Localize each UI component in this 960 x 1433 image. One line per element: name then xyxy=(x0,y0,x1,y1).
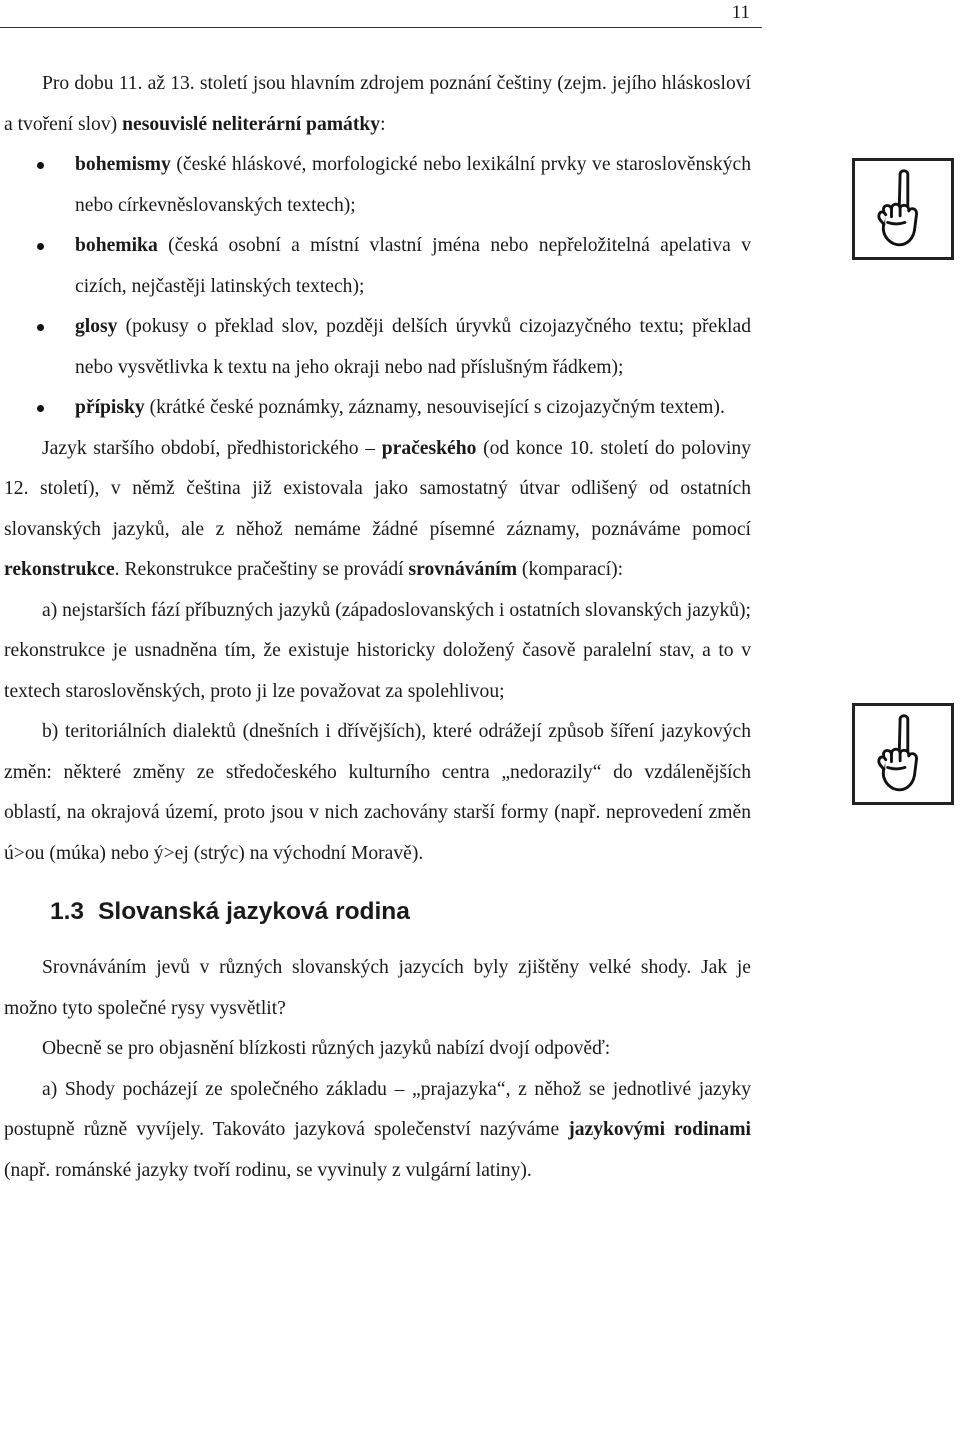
list-item: bohemismy (české hláskové, morfologické nebo lexikální prvky ve staroslověnských nebo církevněslovanských textech); xyxy=(4,145,751,226)
page-number: 11 xyxy=(731,2,750,23)
section-point-a: a) Shody pocházejí ze společného základu – „prajazyka“, z něhož se jednotlivé jazyky postupně různě vyvíjely. Takováto jazyková společenství nazýváme jazykovými rodinami (např. románské jazyky tvoří rodinu, se vyvinuly z vulgární latiny). xyxy=(4,1078,751,1181)
point-a-paragraph: a) nejstarších fází příbuzných jazyků (západoslovanských i ostatních slovanských jazyků); rekonstrukce je usnadněna tím, že existuje historicky doložený časově paralelní stav, a to v textech staroslověnských, proto ji lze považovat za spolehlivou; xyxy=(4,599,751,702)
section-paragraph-1: Srovnáváním jevů v různých slovanských jazycích byly zjištěny velké shody. Jak je možno tyto společné rysy vysvětlit? xyxy=(4,957,751,1019)
point-b-paragraph: b) teritoriálních dialektů (dnešních i dřívějších), které odrážejí způsob šíření jazykových změn: některé změny ze středočeského kulturního centra „nedorazily“ do vzdálenějších oblastí, na okrajová území, proto jsou v nich zachovány starší formy (např. neprovedení změn ú>ou (múka) nebo ý>ej (strýc) na východní Moravě). xyxy=(4,721,751,864)
list-item: přípisky (krátké české poznámky, záznamy, nesouvisející s cizojazyčným textem). xyxy=(4,388,751,429)
pointing-hand-icon-2 xyxy=(852,703,954,805)
sources-list xyxy=(4,145,751,429)
list-item: glosy (pokusy o překlad slov, později delších úryvků cizojazyčného textu; překlad nebo vysvětlivka k textu na jeho okraji nebo nad příslušným řádkem); xyxy=(4,307,751,388)
pointing-hand-icon xyxy=(852,158,954,260)
header-rule xyxy=(0,27,762,28)
document-body xyxy=(4,64,751,1191)
list-item: bohemika (česká osobní a místní vlastní jména nebo nepřeložitelná apelativa v cizích, nejčastěji latinských textech); xyxy=(4,226,751,307)
older-period-paragraph: Jazyk staršího období, předhistorického – pračeského (od konce 10. století do poloviny 12. století), v němž čeština již existovala jako samostatný útvar odlišený od ostatních slovanských jazyků, ale z něhož nemáme žádné písemné záznamy, poznáváme pomocí rekonstrukce. Rekonstrukce pračeštiny se provádí srovnáváním (komparací): xyxy=(4,437,751,580)
section-title: Slovanská jazyková rodina xyxy=(98,898,410,925)
section-heading xyxy=(4,896,751,928)
intro-paragraph: Pro dobu 11. až 13. století jsou hlavním zdrojem poznání češtiny (zejm. jejího hláskosloví a tvoření slov) nesouvislé neliterární památky: xyxy=(4,73,751,135)
section-number: 1.3 xyxy=(50,898,85,925)
intro-term: nesouvislé neliterární památky xyxy=(122,113,381,135)
section-paragraph-2: Obecně se pro objasnění blízkosti různých jazyků nabízí dvojí odpověď: xyxy=(42,1038,611,1059)
